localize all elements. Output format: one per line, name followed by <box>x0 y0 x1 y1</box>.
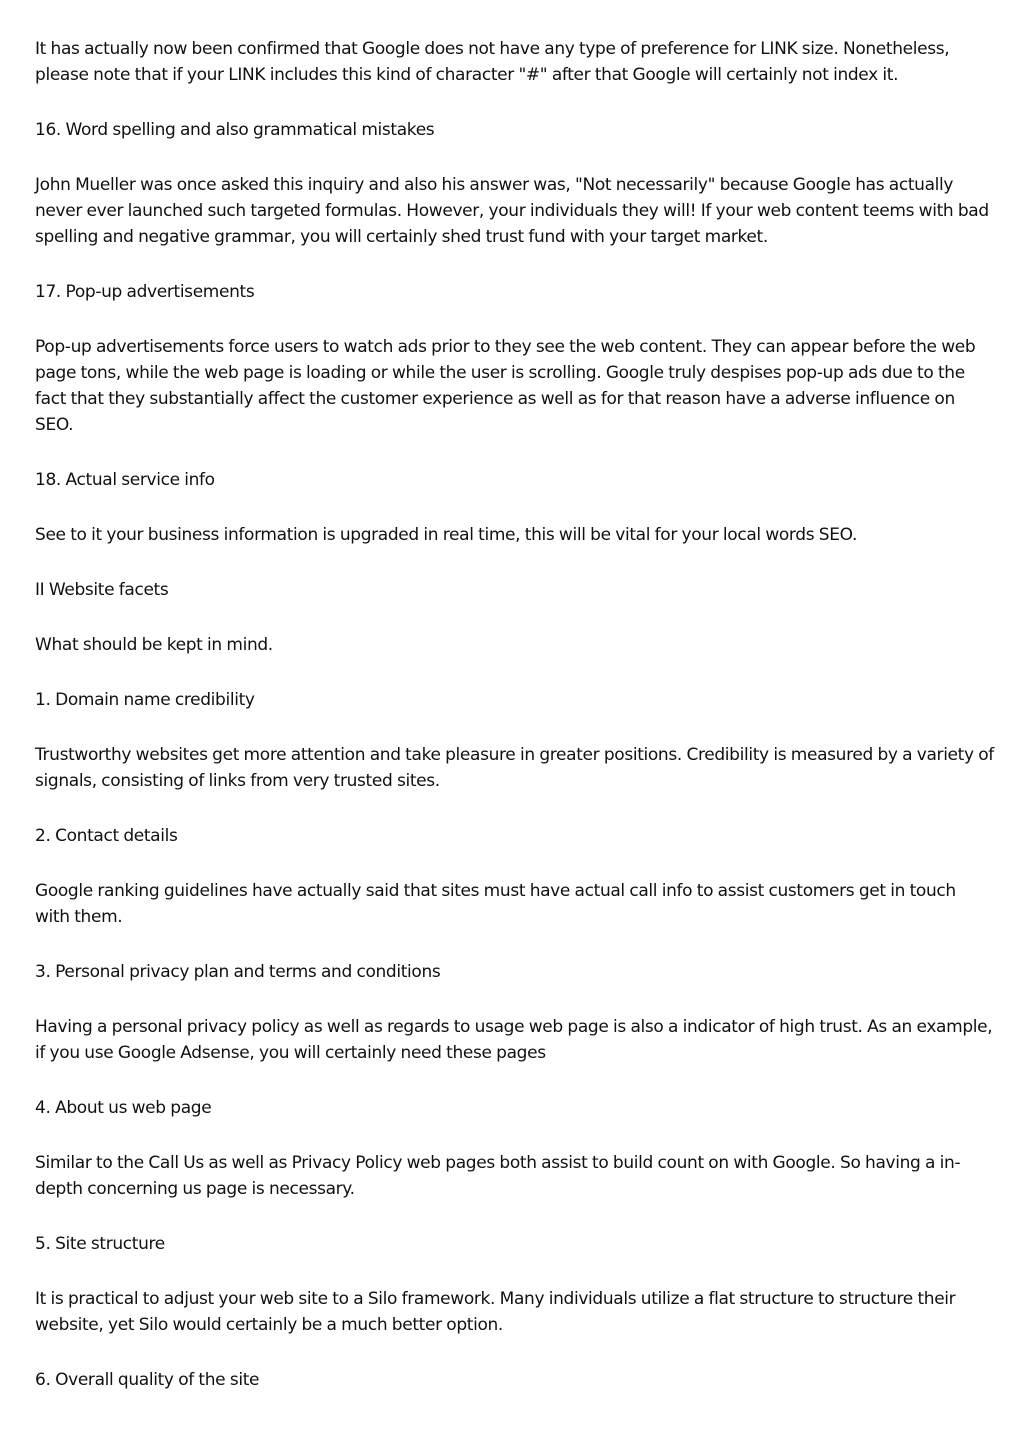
heading-contact-details: 2. Contact details <box>35 826 178 846</box>
paragraph-ranking-guidelines: Google ranking guidelines have actually said that sites must have actual call info to assist customers get in touch with them. <box>35 881 956 927</box>
paragraph-kept-in-mind: What should be kept in mind. <box>35 635 273 655</box>
heading-site-structure: 5. Site structure <box>35 1234 165 1254</box>
paragraph-john-mueller: John Mueller was once asked this inquiry and also his answer was, "Not necessarily" because Google has actually never ever launched such targeted formulas. However, your individuals they will! If your web content teems with bad spelling and negative grammar, you will certainly shed trust fund with your target market. <box>35 175 989 247</box>
paragraph-pop-up-ads: Pop-up advertisements force users to watch ads prior to they see the web content. They can appear before the web page tons, while the web page is loading or while the user is scrolling. Google truly despises pop-up ads due to the fact that they substantially affect the customer experience as well as for that reason have a adverse influence on SEO. <box>35 337 976 435</box>
paragraph-about-us: Similar to the Call Us as well as Privacy Policy web pages both assist to build count on with Google. So having a in-depth concerning us page is necessary. <box>35 1153 961 1199</box>
paragraph-trustworthy-websites: Trustworthy websites get more attention and take pleasure in greater positions. Credibility is measured by a variety of signals, consisting of links from very trusted sites. <box>35 745 994 791</box>
heading-word-spelling: 16. Word spelling and also grammatical mistakes <box>35 120 435 140</box>
paragraph-business-info: See to it your business information is upgraded in real time, this will be vital for your local words SEO. <box>35 525 857 545</box>
heading-actual-service-info: 18. Actual service info <box>35 470 215 490</box>
heading-domain-credibility: 1. Domain name credibility <box>35 690 255 710</box>
heading-website-facets: II Website facets <box>35 580 169 600</box>
paragraph-privacy-policy: Having a personal privacy policy as well as regards to usage web page is also a indicator of high trust. As an example, if you use Google Adsense, you will certainly need these pages <box>35 1017 993 1063</box>
heading-privacy-plan: 3. Personal privacy plan and terms and conditions <box>35 962 441 982</box>
paragraph-link-size: It has actually now been confirmed that Google does not have any type of preference for LINK size. Nonetheless, please note that if your LINK includes this kind of character "#" after that Google will certainly not index it. <box>35 39 950 85</box>
heading-about-us: 4. About us web page <box>35 1098 212 1118</box>
document-body <box>35 36 995 1422</box>
paragraph-silo-framework: It is practical to adjust your web site to a Silo framework. Many individuals utilize a flat structure to structure their website, yet Silo would certainly be a much better option. <box>35 1289 956 1335</box>
heading-pop-up-ads: 17. Pop-up advertisements <box>35 282 255 302</box>
heading-overall-quality: 6. Overall quality of the site <box>35 1370 260 1390</box>
